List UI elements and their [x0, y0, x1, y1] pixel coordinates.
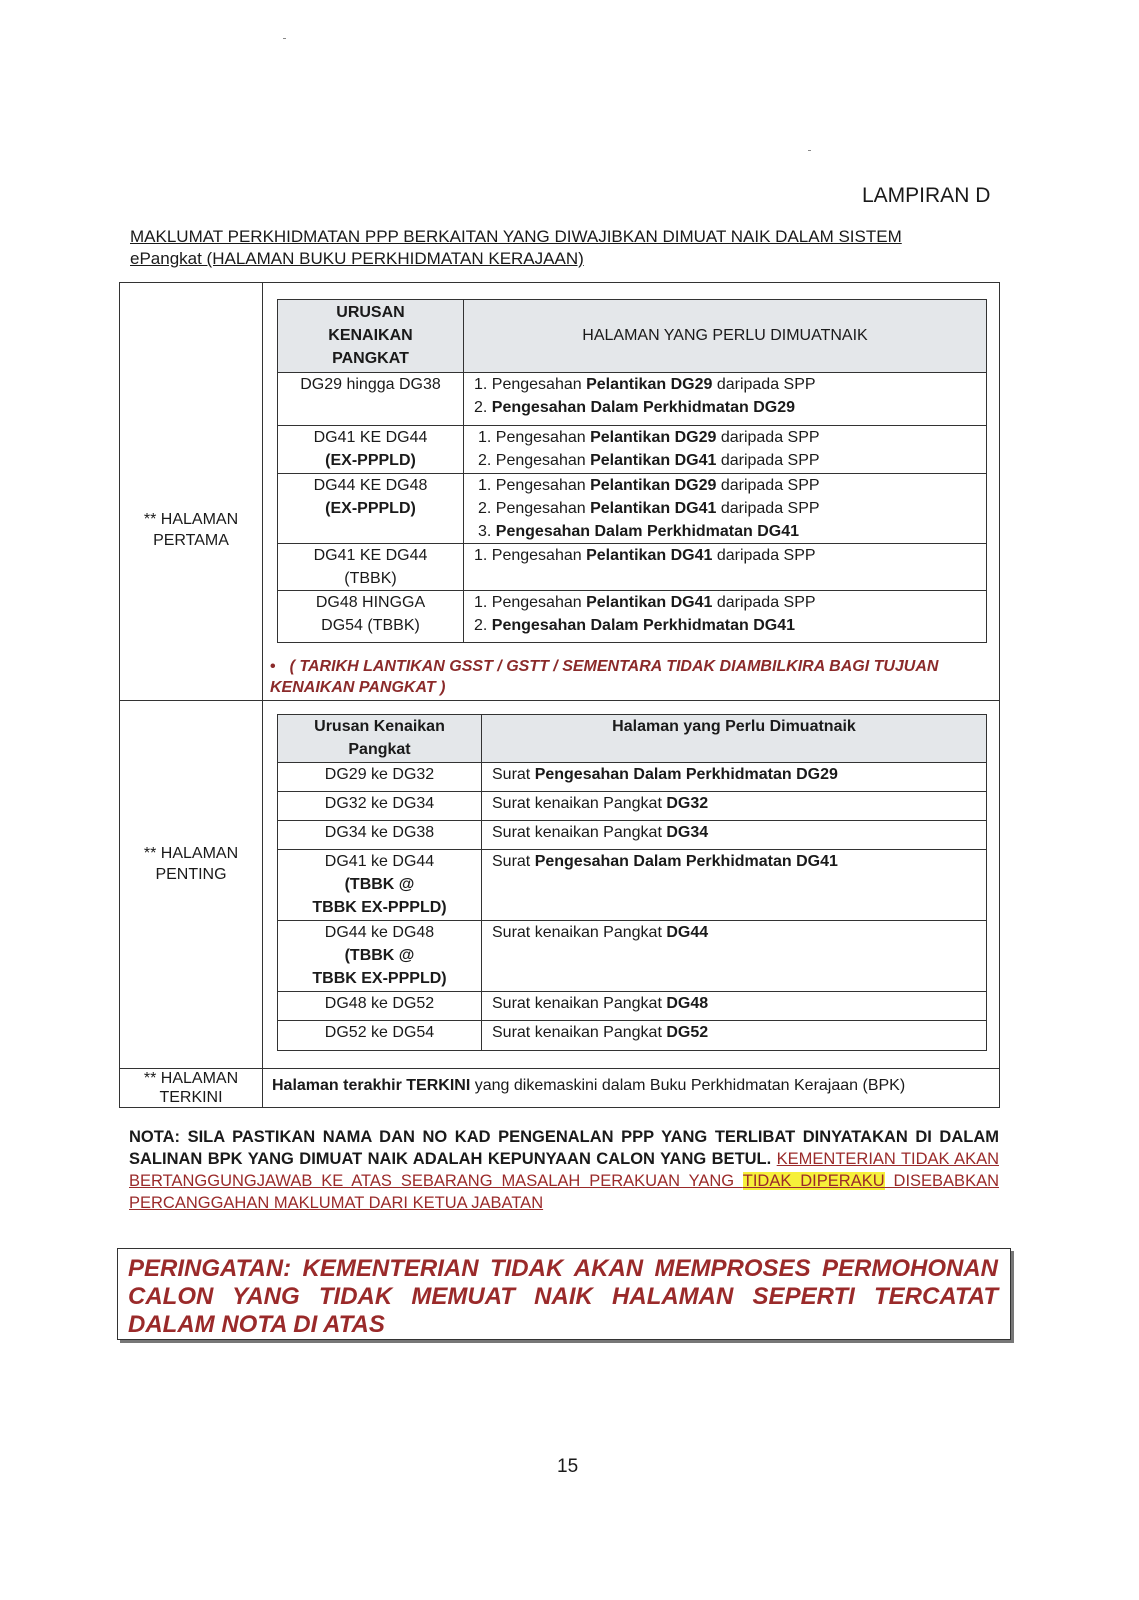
cell-text-bold: Pengesahan Dalam Perkhidmatan DG41	[534, 853, 838, 870]
column-header: URUSAN KENAIKAN PANGKAT	[278, 300, 464, 373]
table-row	[278, 792, 987, 821]
table-cell	[482, 763, 987, 792]
warning-box	[117, 1248, 1011, 1340]
table-cell	[464, 373, 987, 426]
list-text: 2.	[474, 399, 492, 416]
table-row	[278, 921, 987, 992]
bullet-icon: •	[270, 658, 276, 675]
cell-text: DG29 ke DG32	[324, 766, 435, 783]
cell-text-bold: Pengesahan Dalam Perkhidmatan DG29	[534, 766, 838, 783]
list-text: 2. Pengesahan	[478, 452, 591, 469]
list-item	[478, 426, 986, 449]
warning-text: PERINGATAN: KEMENTERIAN TIDAK AKAN MEMPROSES PERMOHONAN CALON YANG TIDAK MEMUAT NAIK HALAMAN SEPERTI TERCATAT DALAM NOTA DI ATAS	[128, 1255, 998, 1338]
table-cell	[278, 544, 464, 591]
table-cell	[464, 474, 987, 544]
list-text: 1. Pengesahan	[478, 429, 591, 446]
table-cell	[278, 921, 482, 992]
list-text-bold: Pengesahan Dalam Perkhidmatan DG41	[491, 617, 796, 634]
list-text: 1. Pengesahan	[474, 594, 587, 611]
list-text: daripada SPP	[712, 376, 816, 393]
list-text-bold: Pelantikan DG41	[586, 547, 713, 564]
cell-text-bold: DG52	[666, 1024, 709, 1041]
cell-text: DG41 KE DG44	[313, 429, 428, 446]
table-row	[278, 474, 987, 544]
table-row	[278, 763, 987, 792]
cell-text: DG44 ke DG48	[324, 924, 435, 941]
nota-bold-text: NOTA: SILA PASTIKAN NAMA DAN NO KAD PENGENALAN PPP YANG TERLIBAT DINYATAKAN DI DALAM SALINAN BPK YANG DIMUAT NAIK ADALAH KEPUNYAAN CALON YANG BETUL.	[129, 1128, 999, 1168]
table-cell	[482, 792, 987, 821]
cell-text: DG32 ke DG34	[324, 795, 435, 812]
scan-speck	[283, 38, 286, 39]
gsst-note	[270, 656, 970, 698]
terkini-description	[272, 1077, 905, 1095]
table-cell	[278, 426, 464, 474]
cell-text: Surat kenaikan Pangkat	[492, 824, 667, 841]
cell-text: Surat kenaikan Pangkat	[492, 795, 667, 812]
table-cell	[278, 763, 482, 792]
table-cell	[278, 992, 482, 1021]
section-label-terkini: ** HALAMAN TERKINI	[143, 1070, 239, 1106]
table-cell	[278, 850, 482, 921]
list-text-bold: Pengesahan Dalam Perkhidmatan DG41	[495, 523, 800, 540]
document-title: MAKLUMAT PERKHIDMATAN PPP BERKAITAN YANG DIWAJIBKAN DIMUAT NAIK DALAM SISTEM ePangkat (HALAMAN BUKU PERKHIDMATAN KERAJAAN)	[130, 227, 902, 268]
table-cell	[464, 591, 987, 643]
list-item	[478, 520, 986, 543]
table-cell	[482, 992, 987, 1021]
cell-text: DG29 hingga DG38	[300, 376, 441, 393]
list-item	[478, 449, 986, 472]
list-text: daripada SPP	[716, 477, 820, 494]
list-item	[478, 497, 986, 520]
list-text: 1. Pengesahan	[474, 376, 587, 393]
list-text: daripada SPP	[716, 452, 820, 469]
column-header: HALAMAN YANG PERLU DIMUATNAIK	[464, 300, 987, 373]
list-text: 3.	[478, 523, 496, 540]
cell-text-bold: DG48	[666, 995, 709, 1012]
table-row	[278, 850, 987, 921]
terkini-text: yang dikemaskini dalam Buku Perkhidmatan Kerajaan (BPK)	[470, 1077, 906, 1094]
table-cell	[482, 850, 987, 921]
outer-row-divider	[119, 700, 1000, 701]
cell-text: DG44 KE DG48	[313, 477, 428, 494]
table-halaman-penting	[277, 714, 987, 1051]
table-halaman-pertama	[277, 299, 987, 643]
section-label-penting: ** HALAMAN PENTING	[143, 845, 239, 883]
cell-text: DG48 ke DG52	[324, 995, 435, 1012]
cell-text: TBBK EX-PPPLD)	[312, 970, 447, 987]
terkini-text-bold: Halaman terakhir TERKINI	[272, 1077, 471, 1094]
list-text-bold: Pengesahan Dalam Perkhidmatan DG29	[491, 399, 796, 416]
column-header: Urusan Kenaikan Pangkat	[278, 715, 482, 763]
scan-speck	[808, 150, 811, 151]
table-row	[278, 992, 987, 1021]
cell-text: DG41 ke DG44	[324, 853, 435, 870]
cell-text: Surat	[492, 766, 535, 783]
table-cell	[278, 373, 464, 426]
list-item	[474, 396, 986, 419]
table-row	[278, 544, 987, 591]
cell-text: DG52 ke DG54	[324, 1024, 435, 1041]
list-text: 2.	[474, 617, 492, 634]
list-text-bold: Pelantikan DG41	[590, 452, 717, 469]
nota-paragraph	[129, 1126, 999, 1214]
table-cell	[278, 474, 464, 544]
list-text: daripada SPP	[712, 594, 816, 611]
list-text-bold: Pelantikan DG41	[590, 500, 717, 517]
table-cell	[464, 426, 987, 474]
cell-text: (TBBK)	[344, 570, 397, 587]
table-row	[278, 1021, 987, 1051]
cell-text: DG41 KE DG44	[313, 547, 428, 564]
table-cell	[278, 591, 464, 643]
list-text-bold: Pelantikan DG29	[586, 376, 713, 393]
cell-text: Surat	[492, 853, 535, 870]
list-item	[474, 614, 986, 637]
list-text-bold: Pelantikan DG29	[590, 477, 717, 494]
page-number: 15	[557, 1456, 579, 1477]
list-text: 1. Pengesahan	[478, 477, 591, 494]
cell-text: Surat kenaikan Pangkat	[492, 1024, 667, 1041]
table-cell	[482, 921, 987, 992]
cell-text: DG54 (TBBK)	[321, 617, 420, 634]
list-text: 2. Pengesahan	[478, 500, 591, 517]
cell-text-bold: DG32	[666, 795, 709, 812]
table-cell	[482, 1021, 987, 1051]
cell-text: (EX-PPPLD)	[325, 452, 416, 469]
cell-text-bold: DG44	[666, 924, 709, 941]
table-row	[278, 591, 987, 643]
table-cell	[464, 544, 987, 591]
cell-text: (TBBK @	[344, 876, 415, 893]
nota-red-text: KEMENTERIAN TIDAK AKAN BERTANGGUNGJAWAB KE ATAS SEBARANG MASALAH PERAKUAN YANG	[129, 1150, 999, 1190]
table-cell	[482, 821, 987, 850]
outer-column-divider	[262, 282, 263, 1108]
table-row	[278, 426, 987, 474]
list-text-bold: Pelantikan DG29	[590, 429, 717, 446]
list-text: daripada SPP	[712, 547, 816, 564]
list-text-bold: Pelantikan DG41	[586, 594, 713, 611]
table-cell	[278, 1021, 482, 1051]
nota-red-text: DISEBABKAN PERCANGGAHAN MAKLUMAT DARI KETUA JABATAN	[129, 1172, 999, 1212]
cell-text: Surat kenaikan Pangkat	[492, 995, 667, 1012]
table-row	[278, 373, 987, 426]
column-header: Halaman yang Perlu Dimuatnaik	[482, 715, 987, 763]
cell-text: DG34 ke DG38	[324, 824, 435, 841]
gsst-note-text: ( TARIKH LANTIKAN GSST / GSTT / SEMENTARA TIDAK DIAMBILKIRA BAGI TUJUAN KENAIKAN PANGKAT )	[270, 658, 939, 696]
list-item	[474, 591, 986, 614]
table-row	[278, 821, 987, 850]
nota-highlight-text: TIDAK DIPERAKU	[742, 1172, 885, 1190]
list-text: 1. Pengesahan	[474, 547, 587, 564]
list-text: daripada SPP	[716, 500, 820, 517]
table-cell	[278, 821, 482, 850]
cell-text: DG48 HINGGA	[315, 594, 426, 611]
cell-text: (EX-PPPLD)	[325, 500, 416, 517]
lampiran-label: LAMPIRAN D	[862, 184, 991, 207]
cell-text-bold: DG34	[666, 824, 709, 841]
cell-text: Surat kenaikan Pangkat	[492, 924, 667, 941]
table-header-row	[278, 300, 987, 373]
list-text: daripada SPP	[716, 429, 820, 446]
list-item	[478, 474, 986, 497]
list-item	[474, 373, 986, 396]
list-item	[474, 544, 986, 567]
section-label-pertama: ** HALAMAN PERTAMA	[143, 511, 239, 549]
table-header-row	[278, 715, 987, 763]
cell-text: (TBBK @	[344, 947, 415, 964]
table-cell	[278, 792, 482, 821]
cell-text: TBBK EX-PPPLD)	[312, 899, 447, 916]
